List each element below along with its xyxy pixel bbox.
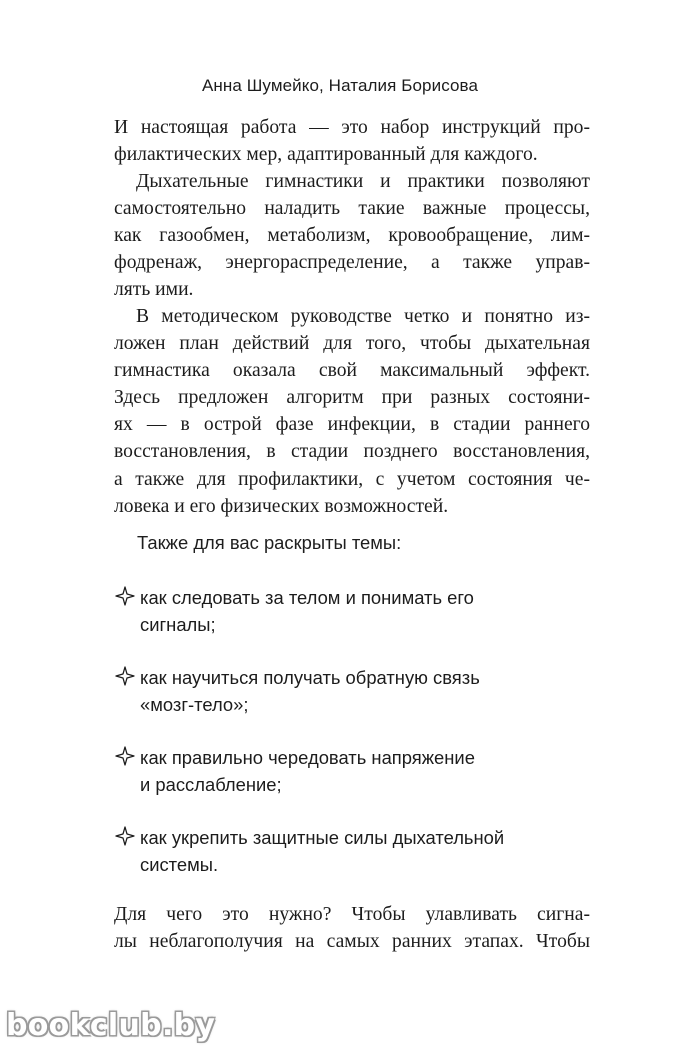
text-line: фодренаж, энергораспределение, а также управ- [114, 252, 590, 274]
bullet-line: системы. [140, 854, 219, 875]
text-line: лы неблагополучия на самых ранних этапах. Чтобы [114, 931, 590, 953]
text-line: восстановления, в стадии позднего восстановления, [114, 441, 590, 463]
text-line: ловека и его физических возможностей. [114, 495, 449, 517]
text-line: а также для профилактики, с учетом состояния че- [114, 468, 590, 490]
bullet-text [140, 584, 474, 638]
paragraph-3 [114, 303, 590, 520]
bullet-text [140, 824, 504, 878]
bullet-text [140, 744, 475, 798]
four-pointed-star-outline-icon [114, 825, 136, 847]
text-line: лять ими. [114, 279, 194, 301]
text-line: ях — в острой фазе инфекции, в стадии раннего [114, 414, 590, 436]
paragraph-2 [114, 168, 590, 303]
four-pointed-star-outline-icon [114, 585, 136, 607]
text-line: филактических мер, адаптированный для каждого. [114, 144, 538, 166]
text-line: И настоящая работа — это набор инструкций про- [114, 117, 590, 138]
bullet-line: и расслабление; [140, 774, 282, 795]
bullet-line: как следовать за телом и понимать его [140, 587, 474, 608]
text-line: В методическом руководстве четко и понятно из- [136, 306, 590, 327]
text-line: гимнастика оказала свой максимальный эффект. [114, 360, 590, 382]
text-line: Дыхательные гимнастики и практики позволяют [136, 171, 590, 192]
bullet-text [140, 664, 480, 718]
text-line: ложен план действий для того, чтобы дыхательная [114, 333, 590, 355]
text-line: Для чего это нужно? Чтобы улавливать сигна- [114, 904, 590, 925]
bullet-line: как правильно чередовать напряжение [140, 747, 475, 768]
text-line: как газообмен, метаболизм, кровообращение, лим- [114, 225, 590, 247]
topics-intro: Также для вас раскрыты темы: [137, 532, 402, 553]
bullet-line: как укрепить защитные силы дыхательной [140, 827, 505, 848]
paragraph-4 [114, 901, 590, 955]
paragraph-1 [114, 114, 590, 168]
bullet-line: как научиться получать обратную связь [140, 667, 480, 688]
text-line: Здесь предложен алгоритм при разных состояни- [114, 387, 590, 409]
text-line: самостоятельно наладить такие важные процессы, [114, 198, 590, 220]
bullet-line: «мозг-тело»; [140, 694, 249, 715]
running-head: Анна Шумейко, Наталия Борисова [201, 76, 479, 95]
four-pointed-star-outline-icon [114, 745, 136, 767]
watermark: bookclub.by [6, 1008, 216, 1043]
four-pointed-star-outline-icon [114, 665, 136, 687]
bullet-line: сигналы; [140, 614, 216, 635]
